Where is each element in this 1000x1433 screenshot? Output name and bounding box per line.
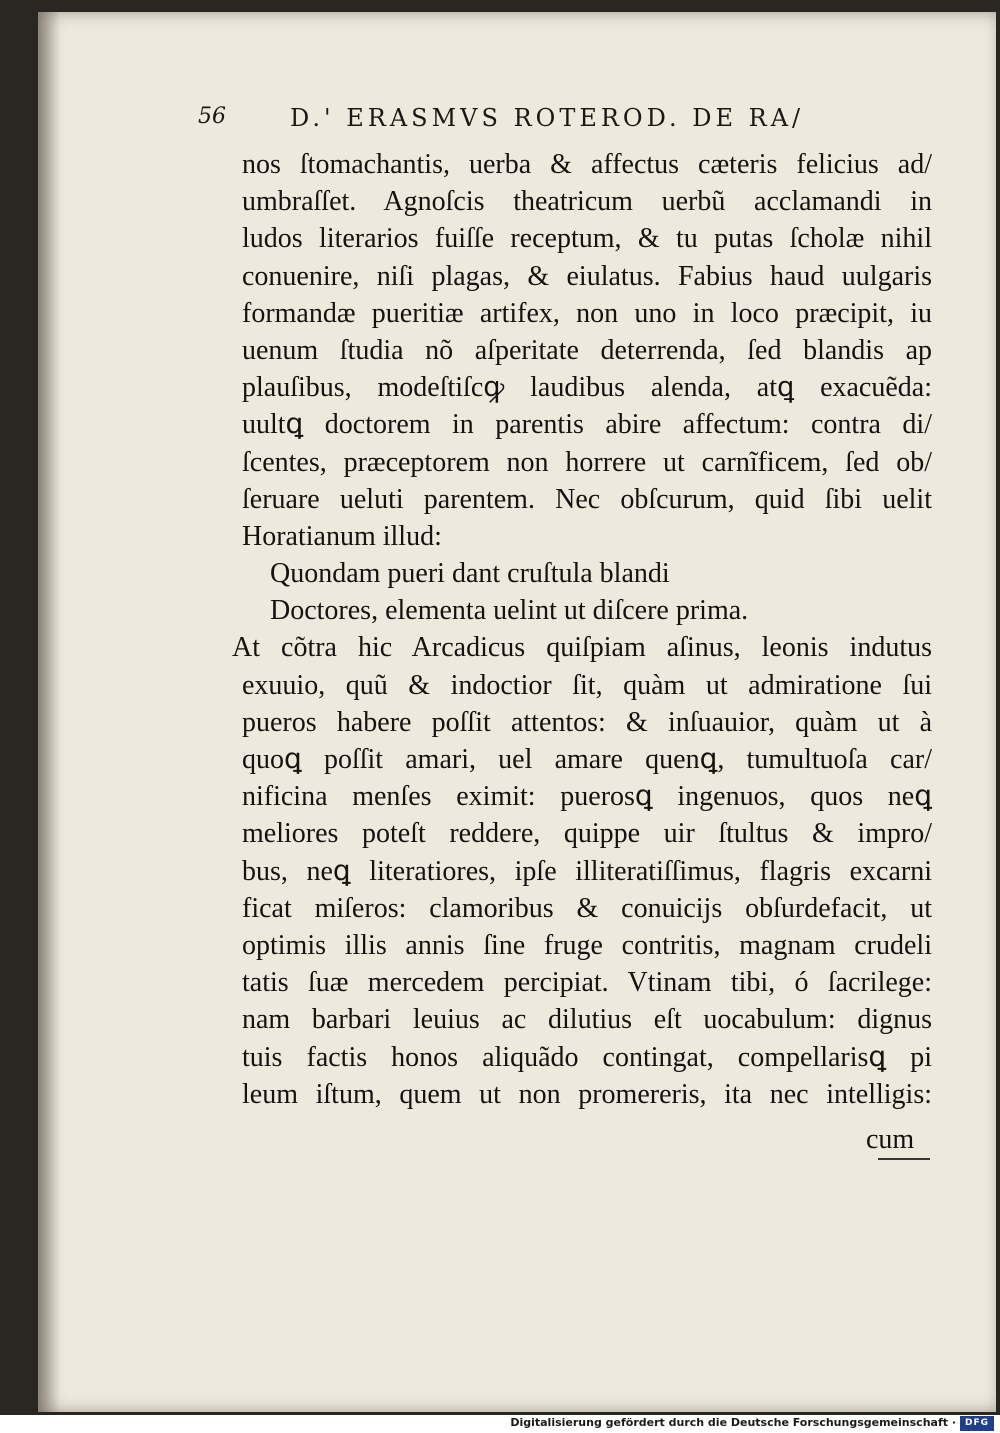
funding-credit: Digitalisierung gefördert durch die Deutsche Forschungsgemeinschaft ·	[510, 1416, 956, 1429]
text-line: Quondam pueri dant cruſtula blandi	[270, 558, 670, 590]
text-line: bus, neꝗ literatiores, ipſe illiteratiſſimus, flagris excarni	[242, 855, 932, 887]
text-line: At cõtra hic Arcadicus quiſpiam aſinus, leonis indutus	[232, 632, 932, 664]
text-line: Doctores, elementa uelint ut diſcere prima.	[270, 595, 749, 627]
text-line: plauſibus, modeſtiſcꝙ laudibus alenda, atꝗ exacuẽda:	[242, 372, 932, 404]
text-line: nificina menſes eximit: puerosꝗ ingenuos, quos neꝗ	[242, 781, 932, 813]
text-line: uultꝗ doctorem in parentis abire affectum: contra di/	[242, 409, 932, 441]
text-line: tuis factis honos aliquãdo contingat, compellarisꝗ pi	[242, 1041, 932, 1073]
text-line: ficat miſeros: clamoribus & conuicijs obſurdefacit, ut	[242, 892, 932, 924]
text-line: uenum ſtudia nõ aſperitate deterrenda, ſed blandis ap	[242, 334, 932, 366]
text-line: pueros habere poſſit attentos: & inſuauior, quàm ut à	[242, 706, 932, 738]
catchword: cum	[866, 1124, 915, 1155]
dfg-logo-icon: DFG	[960, 1416, 994, 1431]
running-head	[198, 104, 878, 144]
text-line: umbraſſet. Agnoſcis theatricum uerbũ acclamandi in	[242, 186, 932, 218]
text-line: formandæ pueritiæ artifex, non uno in loco præcipit, iu	[242, 297, 932, 329]
text-line: quoꝗ poſſit amari, uel amare quenꝗ, tumultuoſa car/	[242, 744, 932, 775]
catchword-rule	[878, 1158, 930, 1160]
text-line: nam barbari leuius ac dilutius eſt uocabulum: dignus	[242, 1004, 932, 1036]
running-head-title: D.' ERASMVS ROTEROD. DE RA/	[290, 104, 805, 132]
text-line: ſcentes, præceptorem non horrere ut carnĩficem, ſed ob/	[242, 446, 932, 478]
text-line: tatis ſuæ mercedem percipiat. Vtinam tibi, ó ſacrilege:	[242, 967, 932, 999]
text-line: exuuio, quũ & indoctior ſit, quàm ut admiratione ſui	[242, 669, 932, 701]
footer-bar	[0, 1415, 1000, 1433]
text-line: optimis illis annis ſine fruge contritis, magnam crudeli	[242, 929, 932, 961]
text-line: ſeruare ueluti parentem. Nec obſcurum, quid ſibi uelit	[242, 483, 932, 515]
text-line: ludos literarios fuiſſe receptum, & tu putas ſcholæ nihil	[242, 223, 932, 255]
page-gutter-shadow	[38, 12, 60, 1412]
body-text	[232, 146, 932, 1113]
text-line: conuenire, niſi plagas, & eiulatus. Fabius haud uulgaris	[242, 260, 932, 292]
page-number: 56	[198, 104, 226, 129]
text-line: Horatianum illud:	[242, 520, 442, 552]
text-line: meliores poteſt reddere, quippe uir ſtultus & impro/	[242, 818, 932, 850]
text-line: leum iſtum, quem ut non promereris, ita nec intelligis:	[242, 1078, 932, 1110]
text-line: nos ſtomachantis, uerba & affectus cæteris felicius ad/	[242, 149, 932, 180]
